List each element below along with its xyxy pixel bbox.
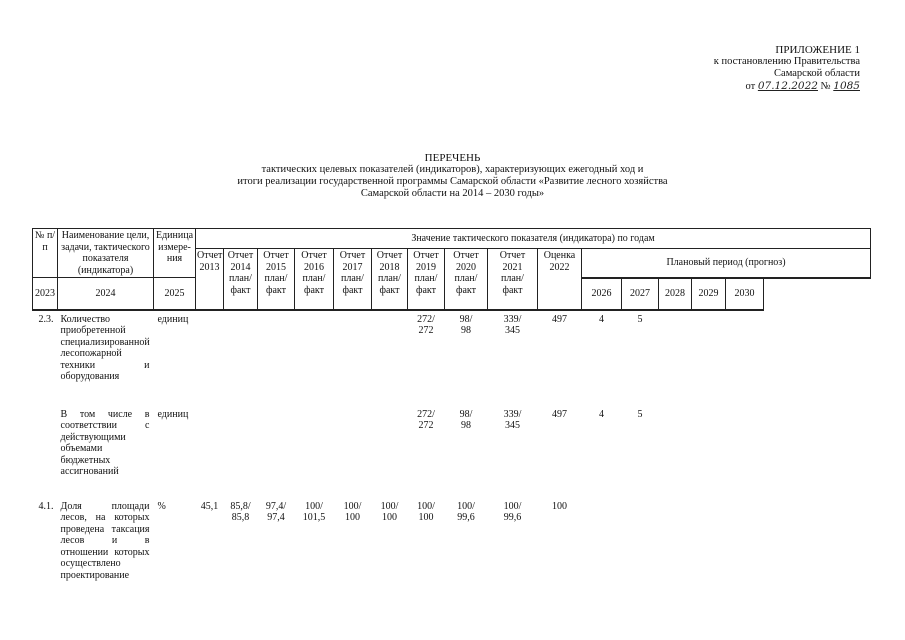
planned-cell	[764, 310, 801, 406]
value-text: 497	[552, 313, 567, 325]
value-cell	[196, 406, 224, 498]
value-cell	[372, 406, 408, 498]
heading-line-2: итоги реализации государственной программы Самарской области «Развитие лесного хозяйства	[237, 176, 668, 187]
value-text: 345	[505, 420, 520, 431]
row-number: 4.1.	[38, 500, 54, 512]
value-text: 100	[382, 512, 397, 523]
header-num: № п/п	[33, 229, 58, 278]
planned-cell	[582, 498, 622, 598]
value-cell	[408, 406, 445, 498]
value-cell	[224, 310, 258, 406]
header-year-text: план/	[414, 273, 438, 284]
value-cell	[408, 310, 445, 406]
header-year-text: план/	[229, 273, 252, 284]
number-prefix: №	[820, 81, 831, 92]
header-planned-year: 2024	[58, 278, 154, 310]
value-text: 272/	[417, 408, 435, 420]
handwritten-number: 1085	[833, 80, 860, 92]
header-year-text: факт	[265, 284, 286, 296]
planned-cell: 4	[599, 408, 604, 420]
heading-line-1: тактических целевых показателей (индикаторов), характеризующих ежегодный ход и	[261, 164, 644, 175]
value-text: 98	[461, 420, 471, 431]
header-year-text: Отчет	[339, 250, 366, 261]
header-values-group: Значение тактического показателя (индикатора) по годам	[196, 229, 871, 249]
planned-cell	[801, 406, 837, 498]
value-cell	[258, 406, 295, 498]
value-text: 339/	[503, 313, 522, 325]
header-year-text: план/	[378, 273, 401, 284]
value-text: 100/	[343, 500, 362, 512]
value-text: 98/	[459, 313, 473, 325]
planned-cell: 5	[637, 313, 643, 325]
value-text: 98	[461, 325, 471, 336]
header-year-col	[538, 249, 582, 310]
value-cell	[196, 310, 224, 406]
value-cell	[408, 498, 445, 598]
appendix-title: ПРИЛОЖЕНИЕ 1	[775, 44, 860, 56]
planned-cell	[837, 406, 871, 498]
planned-cell	[801, 310, 837, 406]
header-year-col	[196, 249, 224, 310]
header-unit: Единица измере-ния	[154, 229, 196, 278]
header-year-text: план/	[302, 273, 326, 284]
value-text: 100/	[503, 500, 522, 512]
planned-cell	[726, 498, 764, 598]
value-text: 100	[418, 512, 434, 523]
header-planned-year: 2029	[692, 278, 726, 310]
table-body	[33, 310, 871, 598]
value-text: 272	[418, 420, 434, 431]
header-year-text: план/	[264, 273, 288, 284]
header-year-col	[224, 249, 258, 310]
header-year-text: Отчет	[413, 250, 439, 261]
header-year-text: Отчет	[499, 250, 526, 261]
value-cell	[196, 498, 224, 598]
header-year-text: план/	[341, 273, 364, 284]
planned-cell	[764, 498, 801, 598]
value-cell	[488, 498, 538, 598]
row-name: Количество приобретенной специализированной лесопожарной техники и оборудования	[60, 313, 150, 382]
document-heading	[200, 152, 705, 200]
appendix-line-2: Самарской области	[774, 68, 860, 79]
value-cell	[538, 406, 582, 498]
appendix-date-line	[640, 80, 860, 93]
header-name: Наименование цели, задачи, тактического показателя (индикатора)	[58, 229, 154, 278]
value-text: 100/	[380, 500, 399, 512]
value-text: 100/	[457, 500, 475, 512]
planned-cell	[692, 498, 726, 598]
planned-cell	[692, 406, 726, 498]
table-row	[33, 310, 871, 406]
appendix-block	[640, 44, 860, 93]
header-year-col	[334, 249, 372, 310]
heading-line-3: Самарской области на 2014 – 2030 годы»	[360, 188, 545, 199]
value-cell	[445, 498, 488, 598]
value-text: 97,4/	[265, 500, 287, 512]
handwritten-date: 07.12.2022	[757, 80, 818, 92]
header-year-text: 2022	[549, 261, 570, 273]
header-year-col	[445, 249, 488, 310]
value-cell	[295, 498, 334, 598]
value-text: 100/	[305, 500, 323, 512]
header-planned-year: 2023	[33, 278, 58, 310]
value-cell	[224, 498, 258, 598]
row-name: В том числе в соответствии с действующими объемами бюджетных ассигнований	[60, 408, 150, 477]
value-cell	[488, 310, 538, 406]
indicators-table	[32, 228, 871, 598]
header-year-col	[258, 249, 295, 310]
header-year-text: факт	[455, 284, 476, 296]
header-year-text: Отчет	[453, 250, 479, 261]
header-year-col	[488, 249, 538, 310]
table-row	[33, 498, 871, 598]
header-year-text: Отчет	[227, 250, 254, 261]
header-year-text: 2019	[416, 261, 436, 273]
value-cell	[295, 406, 334, 498]
value-text: 85,8/	[230, 500, 251, 512]
value-text: 272/	[417, 313, 435, 325]
value-cell	[224, 406, 258, 498]
planned-cell	[659, 406, 692, 498]
value-text: 339/	[503, 408, 522, 420]
header-year-text: факт	[230, 284, 251, 296]
header-planned-group: Плановый период (прогноз)	[582, 249, 871, 278]
header-year-text: Отчет	[263, 250, 289, 261]
header-year-text: 2020	[456, 261, 476, 273]
value-cell	[334, 406, 372, 498]
header-year-text: план/	[454, 273, 478, 284]
planned-cell	[837, 310, 871, 406]
header-year-text: 2014	[230, 261, 251, 273]
table-row	[33, 406, 871, 498]
row-name: Доля площади лесов, на которых проведена таксация лесов и в отношении которых осуществлено проектирование	[60, 500, 150, 581]
header-year-text: факт	[415, 284, 436, 296]
value-text: 345	[505, 325, 520, 336]
planned-cell	[622, 498, 659, 598]
header-planned-year: 2027	[622, 278, 659, 310]
value-text: 99,6	[503, 512, 522, 523]
header-year-text: 2021	[502, 261, 523, 273]
value-cell	[334, 310, 372, 406]
appendix-line-1: к постановлению Правительства	[713, 56, 860, 67]
date-prefix: от	[745, 81, 756, 92]
planned-cell	[726, 310, 764, 406]
document-title: ПЕРЕЧЕНЬ	[424, 152, 481, 164]
value-cell	[445, 406, 488, 498]
row-number: 2.3.	[38, 313, 54, 325]
header-year-text: Отчет	[301, 250, 327, 261]
header-year-col	[408, 249, 445, 310]
header-year-text: Оценка	[543, 250, 576, 261]
value-text: 100/	[417, 500, 435, 512]
value-cell	[258, 310, 295, 406]
value-text: 100	[552, 500, 567, 512]
row-number	[33, 406, 58, 498]
value-cell	[372, 498, 408, 598]
header-planned-year: 2025	[154, 278, 196, 310]
value-cell	[445, 310, 488, 406]
value-cell	[488, 406, 538, 498]
header-planned-year: 2030	[726, 278, 764, 310]
value-text: 272	[418, 325, 434, 336]
value-text: 85,8	[231, 512, 250, 523]
header-year-text: 2018	[379, 261, 400, 273]
value-cell	[538, 498, 582, 598]
value-cell	[295, 310, 334, 406]
header-year-text: факт	[342, 284, 363, 296]
planned-cell: 4	[599, 313, 604, 325]
header-year-text: факт	[379, 284, 400, 296]
row-unit: %	[157, 500, 166, 512]
value-cell	[538, 310, 582, 406]
planned-cell	[659, 498, 692, 598]
planned-cell	[801, 498, 837, 598]
value-cell	[334, 498, 372, 598]
header-year-text: 2015	[266, 261, 286, 273]
value-cell	[372, 310, 408, 406]
header-year-col	[295, 249, 334, 310]
value-text: 97,4	[267, 512, 285, 523]
row-unit: единиц	[157, 313, 189, 325]
planned-cell	[837, 498, 871, 598]
planned-cell	[726, 406, 764, 498]
row-unit: единиц	[157, 408, 189, 420]
value-text: 99,6	[457, 512, 475, 523]
header-year-text: Отчет	[376, 250, 403, 261]
header-year-text: факт	[303, 284, 324, 296]
planned-cell	[692, 310, 726, 406]
value-text: 98/	[459, 408, 473, 420]
value-text: 497	[552, 408, 567, 420]
value-cell	[258, 498, 295, 598]
header-year-text: 2013	[199, 261, 220, 273]
header-year-text: Отчет	[197, 250, 223, 261]
header-year-text: 2016	[304, 261, 324, 273]
value-text: 101,5	[302, 512, 326, 523]
header-planned-year: 2026	[582, 278, 622, 310]
value-text: 45,1	[200, 500, 219, 512]
header-year-text: план/	[501, 273, 524, 284]
value-text: 100	[345, 512, 360, 523]
planned-cell: 5	[637, 408, 643, 420]
header-planned-year: 2028	[659, 278, 692, 310]
header-year-col	[372, 249, 408, 310]
header-year-text: факт	[502, 284, 523, 296]
header-year-text: 2017	[342, 261, 363, 273]
planned-cell	[659, 310, 692, 406]
planned-cell	[764, 406, 801, 498]
